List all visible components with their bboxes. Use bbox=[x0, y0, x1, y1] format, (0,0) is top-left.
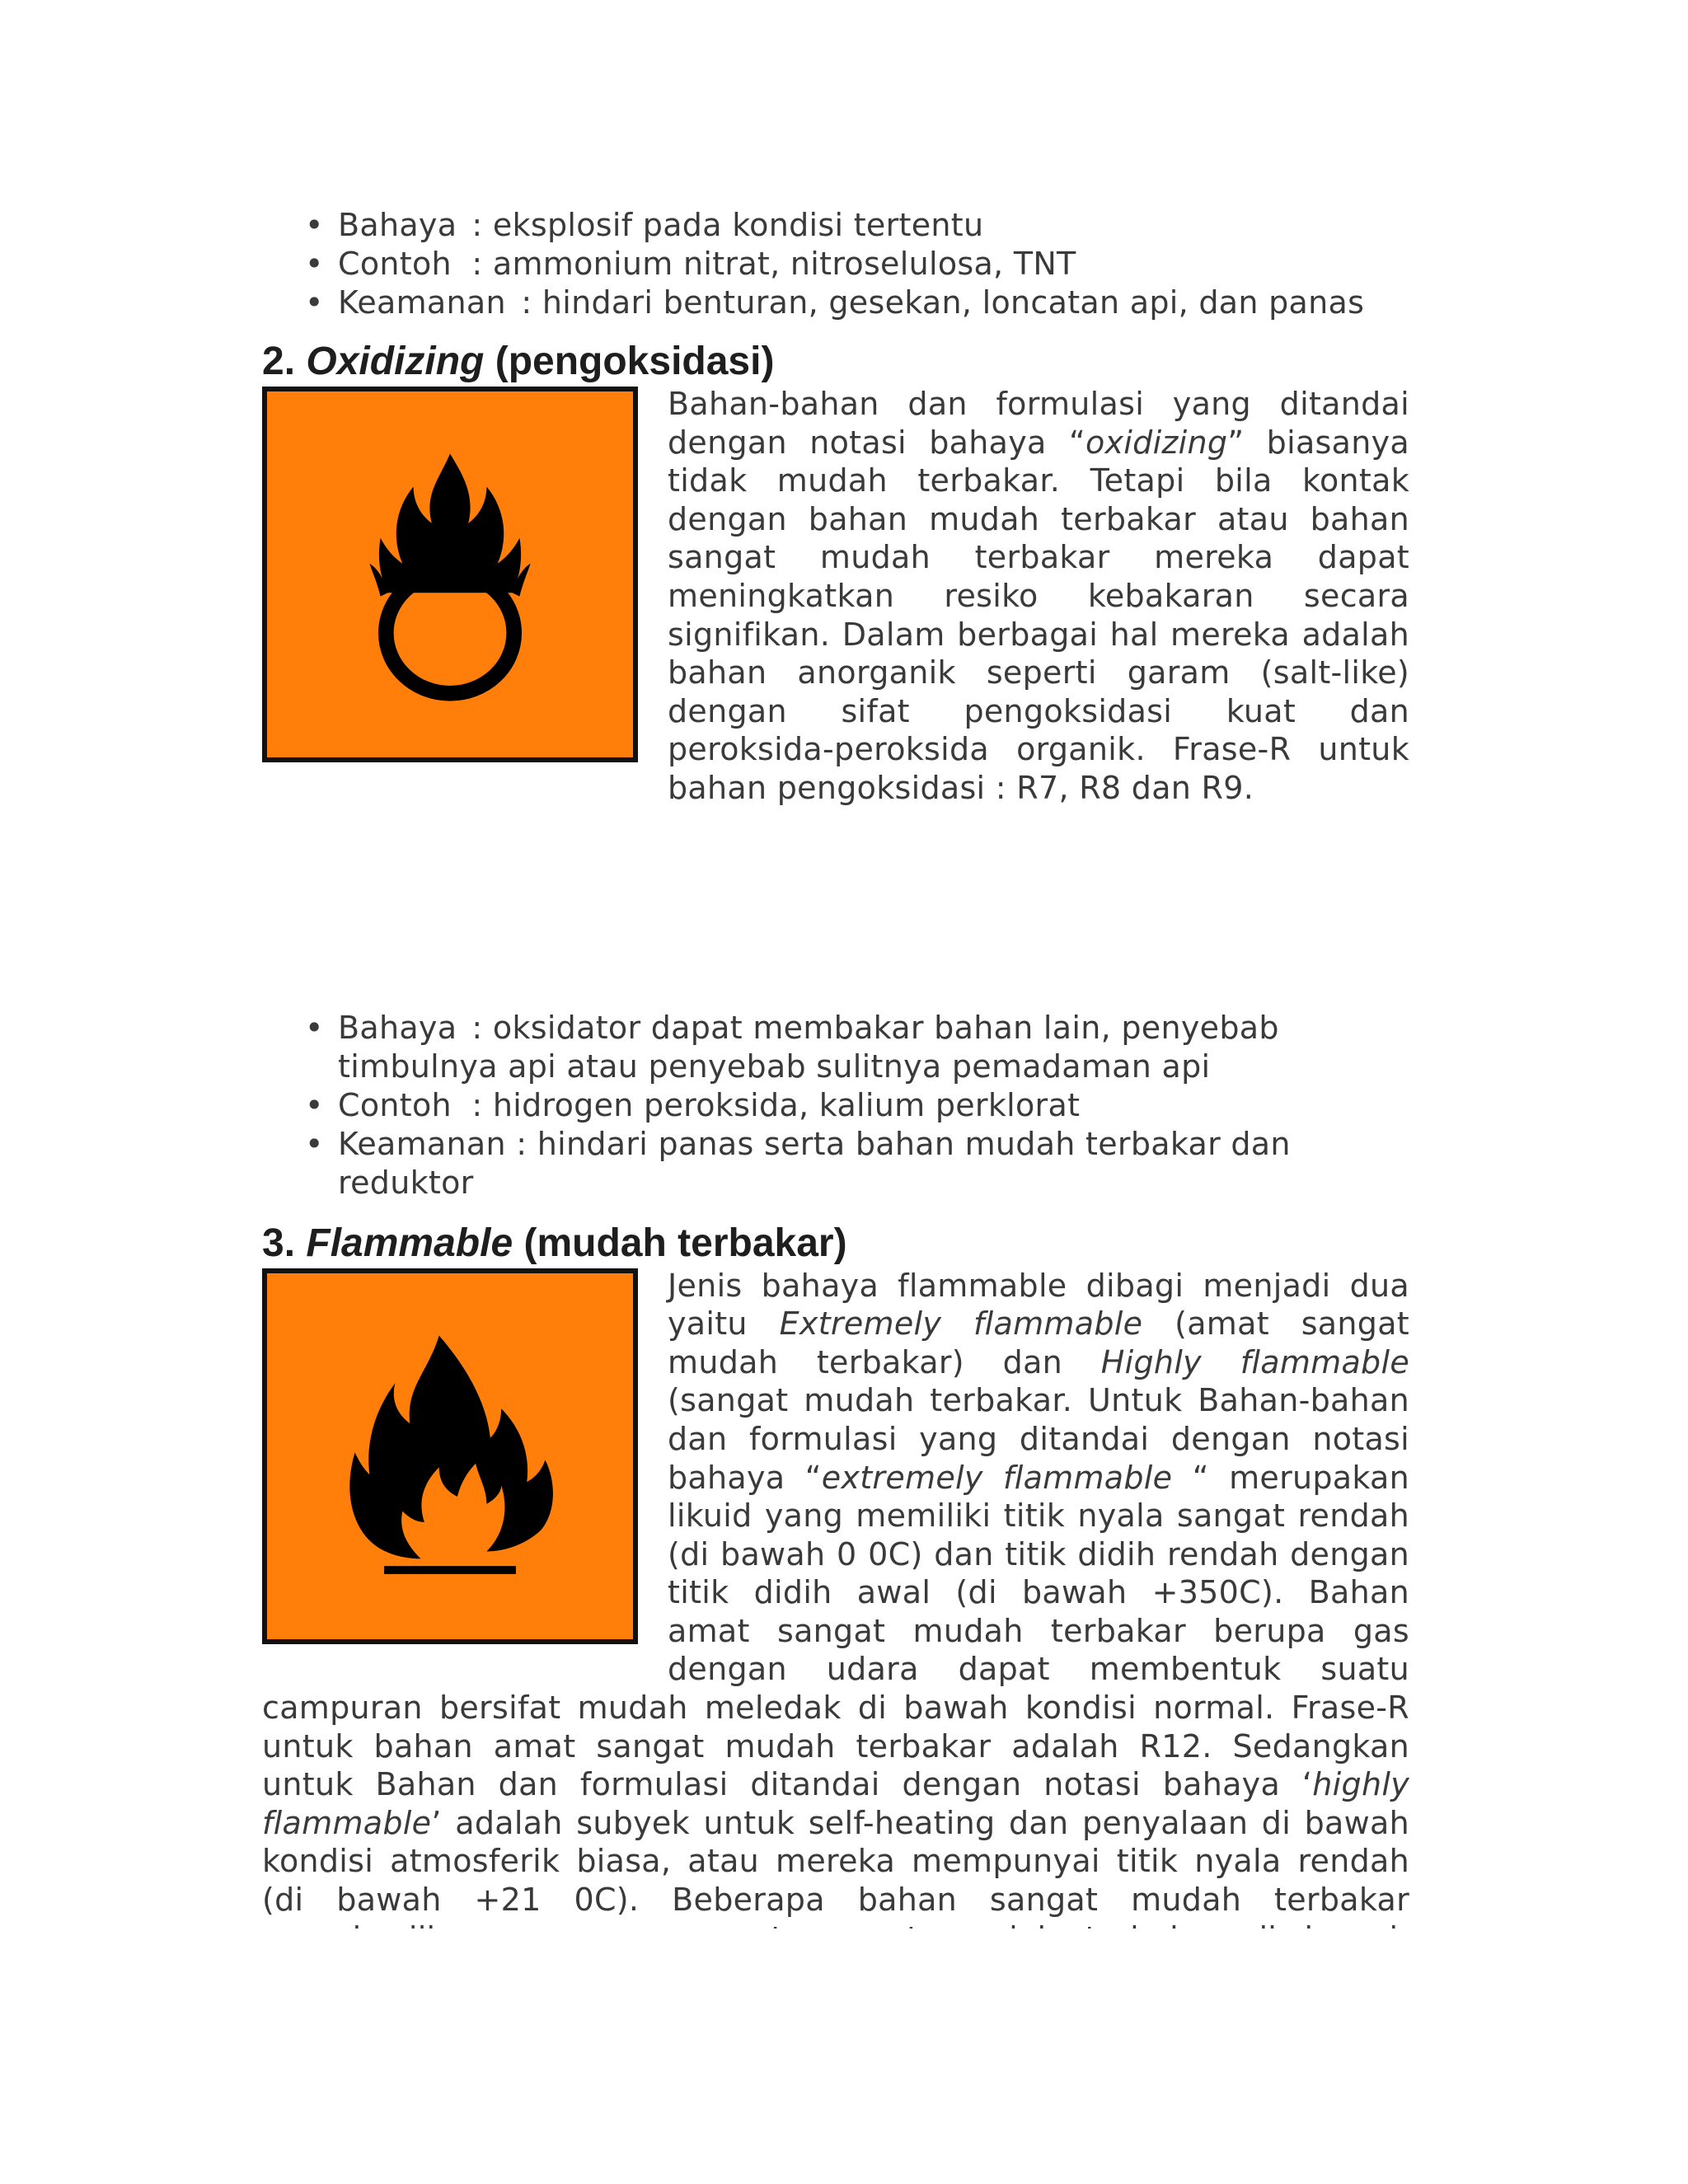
heading-subtitle: (pengoksidasi) bbox=[484, 340, 775, 383]
flame-over-circle-icon bbox=[262, 387, 638, 762]
text-run: ” biasanya tidak mudah terbakar. Tetapi bila kontak dengan bahan mudah terbakar atau bahan sangat mudah terbakar mereka dapat meningkatkan resiko kebakaran secara signifikan. Dalam berbagai hal mereka adalah bahan anorganik seperti garam (salt-like) dengan sifat pengoksidasi kuat dan peroksida-peroksida organik. Frase-R untuk bahan pengoksidasi : R7, R8 dan R9. bbox=[668, 424, 1409, 806]
list-item bbox=[262, 1009, 1409, 1086]
item-text: ammonium nitrat, nitroselulosa, TNT bbox=[492, 246, 1076, 282]
item-label: Keamanan bbox=[338, 284, 506, 321]
text-run: Jenis bahaya flammable dibagi menjadi dua yaitu bbox=[668, 1267, 1409, 1343]
section-heading-flammable bbox=[262, 1221, 1409, 1267]
section-oxidizing bbox=[262, 385, 1409, 808]
list-item bbox=[262, 1125, 1409, 1202]
item-label: Bahaya bbox=[338, 207, 457, 243]
heading-number: 2. bbox=[262, 340, 307, 383]
list-item bbox=[262, 284, 1409, 322]
heading-subtitle: (mudah terbakar) bbox=[513, 1221, 847, 1265]
heading-term: Flammable bbox=[306, 1221, 513, 1265]
text-run-italic: Extremely flammable bbox=[779, 1305, 1143, 1343]
text-run-italic: extremely flammable bbox=[821, 1459, 1173, 1496]
list-item bbox=[262, 206, 1409, 245]
item-label: Keamanan bbox=[338, 1125, 506, 1162]
item-text: oksidator dapat membakar bahan lain, penyebab timbulnya api atau penyebab sulitnya pemadaman api bbox=[338, 1009, 1279, 1085]
item-text: eksplosif pada kondisi tertentu bbox=[492, 207, 984, 243]
item-text: hindari benturan, gesekan, loncatan api, dan panas bbox=[542, 284, 1365, 321]
text-run: “ merupakan likuid yang memiliki titik nyala sangat rendah (di bawah 0 0C) dan titik didih rendah dengan titik didih awal (di bawah +350C). Bahan amat sangat mudah terbakar berupa gas dengan udara dapat membentuk suatu campuran bersifat mudah meledak di bawah kondisi normal. Frase-R untuk bahan amat sangat mudah terbakar adalah R12. Sedangkan untuk Bahan dan formulasi ditandai dengan notasi bahaya ‘ bbox=[262, 1459, 1409, 1803]
section-flammable bbox=[262, 1267, 1409, 2035]
item-separator: : bbox=[462, 1009, 493, 1046]
text-run-italic: oxidizing bbox=[1085, 424, 1228, 461]
item-separator: : bbox=[462, 246, 493, 282]
text-run: Bahan-bahan dan formulasi yang ditandai dengan notasi bahaya “ bbox=[668, 386, 1409, 461]
heading-term: Oxidizing bbox=[306, 340, 485, 383]
item-separator: : bbox=[462, 207, 493, 243]
item-label: Contoh bbox=[338, 246, 452, 282]
item-text: hidrogen peroksida, kalium perklorat bbox=[492, 1086, 1081, 1123]
hazard-list-oxidizing bbox=[262, 1009, 1409, 1202]
item-separator: : bbox=[462, 1086, 493, 1123]
item-label: Contoh bbox=[338, 1086, 452, 1123]
item-separator: : bbox=[511, 284, 542, 321]
document-body bbox=[262, 206, 1409, 2034]
text-run: ’ adalah subyek untuk self-heating dan penyalaan di bawah kondisi atmosferik biasa, atau mereka mempunyai titik nyala rendah (di bawah +21 0C). Beberapa bahan sangat mudah terbakar bbox=[262, 1804, 1409, 1919]
hazard-list-explosive bbox=[262, 206, 1409, 322]
text-run-italic: Highly flammable bbox=[1100, 1343, 1409, 1380]
section-heading-oxidizing bbox=[262, 339, 1409, 385]
list-item bbox=[262, 1086, 1409, 1125]
text-run: (amat sangat mudah terbakar) dan bbox=[668, 1305, 1409, 1380]
item-label: Bahaya bbox=[338, 1009, 457, 1046]
page-cutoff bbox=[262, 1929, 1409, 2184]
item-separator: : bbox=[505, 1125, 537, 1162]
text-run-italic: highly flammable bbox=[262, 1766, 1409, 1841]
heading-number: 3. bbox=[262, 1221, 307, 1265]
list-item bbox=[262, 245, 1409, 284]
text-run: (sangat mudah terbakar. Untuk Bahan-bahan dan formulasi yang ditandai dengan notasi bahaya “ bbox=[668, 1382, 1409, 1496]
item-text: hindari panas serta bahan mudah terbakar dan reduktor bbox=[338, 1125, 1291, 1201]
flame-icon bbox=[262, 1268, 638, 1644]
